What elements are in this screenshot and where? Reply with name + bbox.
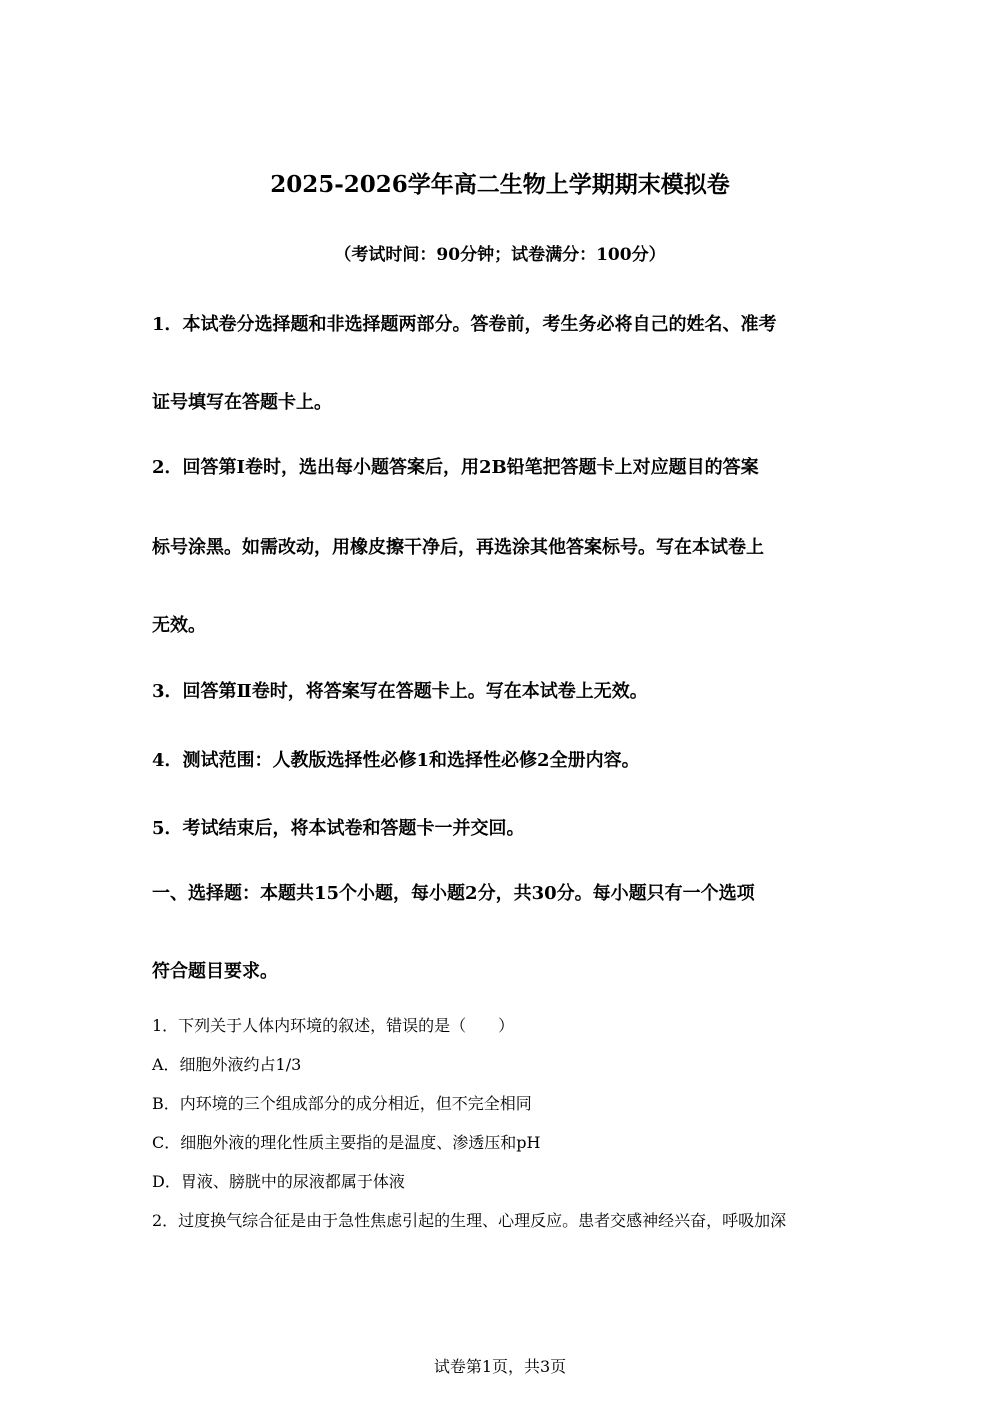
exam-subtitle: （考试时间：90分钟；试卷满分：100分）: [334, 245, 666, 265]
instruction-line: 2．回答第Ⅰ卷时，选出每小题答案后，用2B铅笔把答题卡上对应题目的答案: [152, 457, 759, 478]
exam-title: 2025-2026学年高二生物上学期期末模拟卷: [270, 171, 730, 198]
instruction-line: 4．测试范围：人教版选择性必修1和选择性必修2全册内容。: [152, 750, 640, 771]
question-option: A．细胞外液约占1/3: [152, 1055, 302, 1074]
page-footer: 试卷第1页，共3页: [433, 1357, 567, 1376]
question-option: C．细胞外液的理化性质主要指的是温度、渗透压和pH: [152, 1133, 541, 1152]
instruction-line: 证号填写在答题卡上。: [152, 392, 332, 413]
question-stem: 2．过度换气综合征是由于急性焦虑引起的生理、心理反应。患者交感神经兴奋，呼吸加深: [152, 1211, 787, 1230]
instruction-line: 3．回答第Ⅱ卷时，将答案写在答题卡上。写在本试卷上无效。: [152, 681, 648, 702]
question-stem: 1．下列关于人体内环境的叙述，错误的是（ ）: [152, 1016, 515, 1035]
instruction-line: 无效。: [152, 615, 206, 636]
section-heading: 一、选择题：本题共15个小题，每小题2分，共30分。每小题只有一个选项: [152, 883, 755, 904]
section-heading: 符合题目要求。: [152, 961, 278, 982]
instruction-line: 5．考试结束后，将本试卷和答题卡一并交回。: [152, 818, 525, 839]
question-option: B．内环境的三个组成部分的成分相近，但不完全相同: [152, 1094, 532, 1113]
question-option: D．胃液、膀胱中的尿液都属于体液: [152, 1172, 405, 1191]
instruction-line: 1．本试卷分选择题和非选择题两部分。答卷前，考生务必将自己的姓名、准考: [152, 314, 777, 335]
instruction-line: 标号涂黑。如需改动，用橡皮擦干净后，再选涂其他答案标号。写在本试卷上: [152, 537, 764, 558]
